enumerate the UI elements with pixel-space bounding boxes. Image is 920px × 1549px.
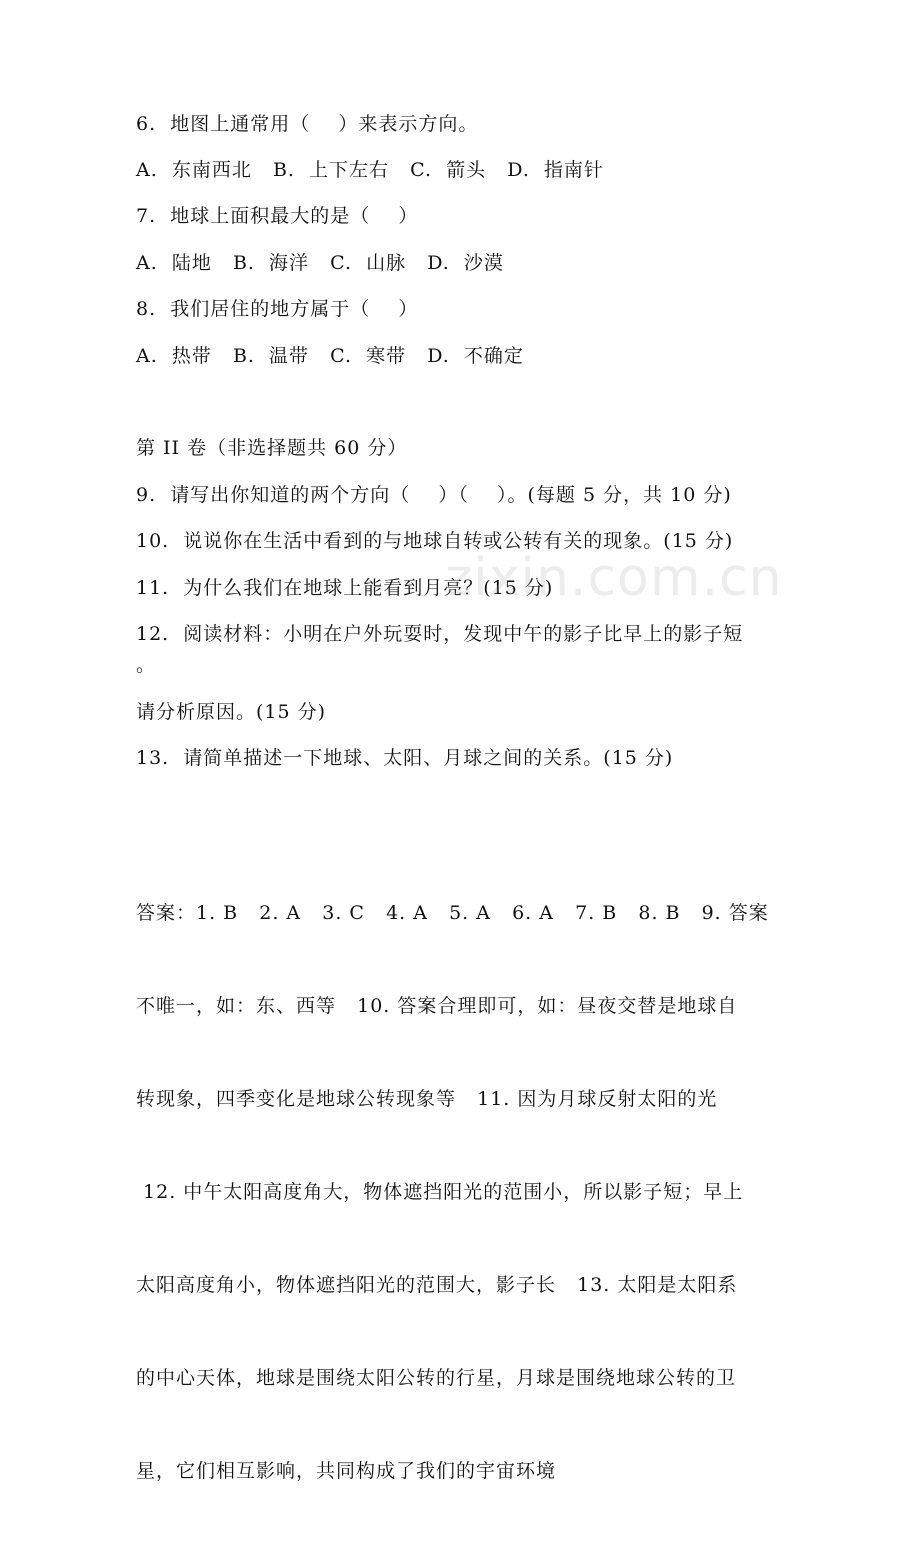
watermark: zixin.com.cn — [445, 548, 783, 608]
question-6-options: A. 东南西北 B. 上下左右 C. 箭头 D. 指南针 — [136, 159, 604, 181]
answer-line: 答案：1. B 2. A 3. C 4. A 5. A 6. A 7. B 8. B 9. 答案 — [136, 902, 769, 924]
answer-line: 不唯一，如：东、西等 10. 答案合理即可，如：昼夜交替是地球自 — [136, 995, 738, 1017]
answer-line: 星，它们相互影响，共同构成了我们的宇宙环境 — [136, 1460, 557, 1482]
section-2-title: 第 II 卷（非选择题共 60 分） — [136, 437, 408, 459]
question-8: 8. 我们居住的地方属于（ ） — [136, 298, 419, 320]
answer-key — [136, 836, 786, 1549]
question-7: 7. 地球上面积最大的是（ ） — [136, 205, 419, 227]
question-12-line-1: 12. 阅读材料：小明在户外玩耍时，发现中午的影子比早上的影子短 — [136, 623, 744, 645]
answer-line: 太阳高度角小，物体遮挡阳光的范围大，影子长 13. 太阳是太阳系 — [136, 1274, 738, 1296]
answer-line: 的中心天体，地球是围绕太阳公转的行星，月球是围绕地球公转的卫 — [136, 1367, 737, 1389]
question-9: 9. 请写出你知道的两个方向（ ）（ ）。(每题 5 分，共 10 分) — [136, 484, 732, 506]
question-12-line-3: 请分析原因。(15 分) — [136, 701, 327, 723]
question-13: 13. 请简单描述一下地球、太阳、月球之间的关系。(15 分) — [136, 747, 674, 769]
question-8-options: A. 热带 B. 温带 C. 寒带 D. 不确定 — [136, 345, 524, 367]
question-10: 10. 说说你在生活中看到的与地球自转或公转有关的现象。(15 分) — [136, 530, 734, 552]
answer-line: 转现象，四季变化是地球公转现象等 11. 因为月球反射太阳的光 — [136, 1088, 718, 1110]
answer-line: 12. 中午太阳高度角大，物体遮挡阳光的范围小，所以影子短；早上 — [136, 1181, 744, 1203]
question-11: 11. 为什么我们在地球上能看到月亮？(15 分) — [136, 577, 554, 599]
question-12-line-2: 。 — [136, 654, 157, 676]
question-7-options: A. 陆地 B. 海洋 C. 山脉 D. 沙漠 — [136, 252, 504, 274]
question-6: 6. 地图上通常用（ ）来表示方向。 — [136, 113, 479, 135]
